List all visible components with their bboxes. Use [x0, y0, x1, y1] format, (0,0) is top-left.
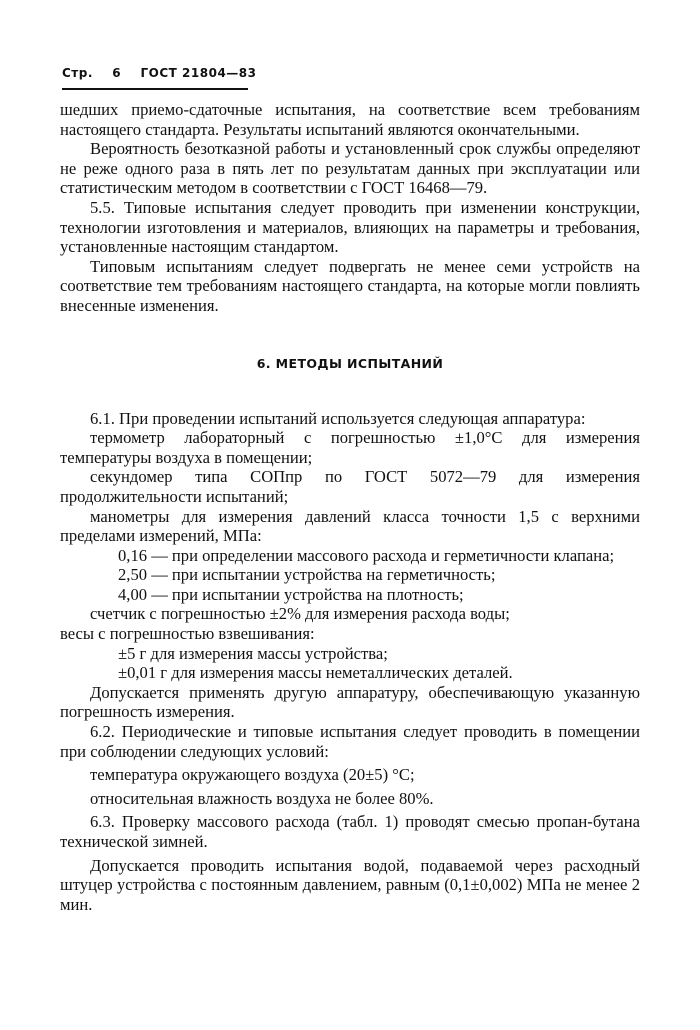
paragraph-5-5: 5.5. Типовые испытания следует проводить при изменении конструкции, технологии изготовления и материалов, влияющих на параметры и требования, установленные настоящим стандартом.	[60, 197, 640, 257]
list-item-thermometer: термометр лабораторный с погрешностью ±1,0°С для измерения температуры воздуха в помещении;	[60, 428, 640, 467]
page-label: Стр.	[62, 66, 93, 80]
list-item-stopwatch: секундомер типа СОПпр по ГОСТ 5072—79 для измерения продолжительности испытаний;	[60, 467, 640, 506]
list-item-scales: весы с погрешностью взвешивания:	[60, 624, 315, 644]
list-item-pressure-250: 2,50 — при испытании устройства на герметичность;	[118, 565, 496, 585]
paragraph-reliability: Вероятность безотказной работы и установленный срок службы определяют не реже одного раза в пять лет по результатам данных при эксплуатации или статистическим методом в соответствии с ГОСТ 16468—79.	[60, 139, 640, 198]
paragraph-6-2: 6.2. Периодические и типовые испытания следует проводить в помещении при соблюдении следующих условий:	[60, 722, 640, 761]
paragraph-continuation: шедших приемо-сдаточные испытания, на соответствие всем требованиям настоящего стандарта. Результаты испытаний являются окончательными.	[60, 100, 640, 139]
paragraph-water-test: Допускается проводить испытания водой, подаваемой через расходный штуцер устройства с постоянным давлением, равным (0,1±0,002) МПа не менее 2 мин.	[60, 855, 640, 914]
paragraph-6-3: 6.3. Проверку массового расхода (табл. 1) проводят смесью пропан-бутана технической зимней.	[60, 812, 640, 851]
list-item-manometers: манометры для измерения давлений класса точности 1,5 с верхними пределами измерений, МПа:	[60, 506, 640, 546]
header-rule	[62, 88, 248, 90]
list-item-scale-5g: ±5 г для измерения массы устройства;	[118, 643, 388, 663]
page-number: 6	[112, 66, 122, 80]
paragraph-6-1: 6.1. При проведении испытаний используется следующая аппаратура:	[90, 408, 586, 428]
document-body	[60, 100, 640, 914]
page-header	[62, 66, 257, 80]
list-item-scale-001g: ±0,01 г для измерения массы неметаллических деталей.	[118, 663, 513, 683]
list-item-humidity: относительная влажность воздуха не более 80%.	[90, 788, 434, 808]
standard-number: ГОСТ 21804—83	[140, 66, 257, 80]
paragraph-allowed-other: Допускается применять другую аппаратуру, обеспечивающую указанную погрешность измерения.	[60, 682, 640, 722]
section-title: 6. МЕТОДЫ ИСПЫТАНИЙ	[256, 355, 444, 371]
list-item-pressure-016: 0,16 — при определении массового расхода и герметичности клапана;	[118, 545, 615, 565]
list-item-temperature: температура окружающего воздуха (20±5) °С;	[90, 765, 415, 785]
list-item-pressure-400: 4,00 — при испытании устройства на плотность;	[118, 584, 464, 604]
paragraph-type-tests: Типовым испытаниям следует подвергать не менее семи устройств на соответствие тем требованиям настоящего стандарта, на которые могли повлиять внесенные изменения.	[60, 256, 640, 315]
list-item-counter: счетчик с погрешностью ±2% для измерения расхода воды;	[90, 604, 510, 624]
